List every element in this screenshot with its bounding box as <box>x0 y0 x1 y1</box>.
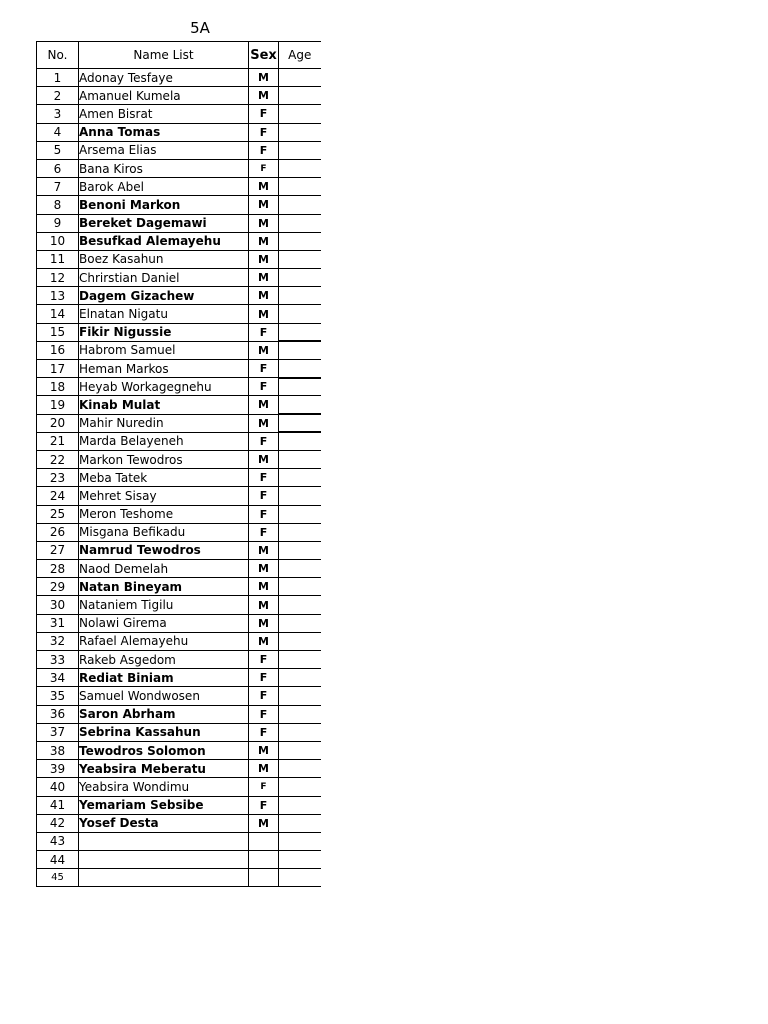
row-number-cell[interactable]: 22 <box>37 450 79 468</box>
table-row <box>37 832 321 850</box>
sex-cell[interactable]: M <box>249 614 279 632</box>
sex-cell[interactable]: F <box>249 159 279 177</box>
student-name-cell[interactable]: Dagem Gizachew <box>79 287 249 305</box>
table-row <box>37 614 321 632</box>
sex-cell[interactable]: F <box>249 523 279 541</box>
student-name-cell[interactable]: Tewodros Solomon <box>79 741 249 759</box>
age-cell[interactable] <box>279 760 321 778</box>
sex-cell[interactable]: F <box>249 487 279 505</box>
student-name-cell[interactable]: Yemariam Sebsibe <box>79 796 249 814</box>
age-cell[interactable] <box>279 414 321 432</box>
sex-cell[interactable]: F <box>249 705 279 723</box>
age-cell[interactable] <box>279 851 321 869</box>
student-name-cell[interactable]: Boez Kasahun <box>79 250 249 268</box>
age-cell[interactable] <box>279 632 321 650</box>
sex-cell[interactable]: F <box>249 723 279 741</box>
row-number-cell[interactable]: 28 <box>37 560 79 578</box>
sex-cell[interactable]: F <box>249 105 279 123</box>
age-cell[interactable] <box>279 196 321 214</box>
student-name-cell[interactable]: Amen Bisrat <box>79 105 249 123</box>
student-name-cell[interactable]: Saron Abrham <box>79 705 249 723</box>
student-name-cell[interactable]: Rafael Alemayehu <box>79 632 249 650</box>
row-number-cell[interactable]: 2 <box>37 87 79 105</box>
age-cell[interactable] <box>279 869 321 887</box>
age-cell[interactable] <box>279 651 321 669</box>
age-cell[interactable] <box>279 741 321 759</box>
sex-cell[interactable]: F <box>249 669 279 687</box>
row-number-cell[interactable]: 6 <box>37 159 79 177</box>
student-name-cell[interactable]: Yeabsira Meberatu <box>79 760 249 778</box>
table-row <box>37 69 321 87</box>
student-name-cell[interactable]: Kinab Mulat <box>79 396 249 414</box>
age-cell[interactable] <box>279 396 321 414</box>
sex-cell[interactable]: M <box>249 596 279 614</box>
sex-cell[interactable]: M <box>249 541 279 559</box>
header-no[interactable]: No. <box>37 42 79 69</box>
table-row <box>37 232 321 250</box>
table-row <box>37 869 321 887</box>
sex-cell[interactable]: M <box>249 269 279 287</box>
age-cell[interactable] <box>279 378 321 396</box>
student-name-cell[interactable]: Nolawi Girema <box>79 614 249 632</box>
age-cell[interactable] <box>279 287 321 305</box>
student-name-cell[interactable]: Sebrina Kassahun <box>79 723 249 741</box>
sex-cell[interactable]: M <box>249 178 279 196</box>
table-row <box>37 578 321 596</box>
age-cell[interactable] <box>279 178 321 196</box>
student-name-cell[interactable]: Namrud Tewodros <box>79 541 249 559</box>
age-cell[interactable] <box>279 669 321 687</box>
student-name-cell[interactable]: Arsema Elias <box>79 141 249 159</box>
student-name-cell[interactable]: Samuel Wondwosen <box>79 687 249 705</box>
row-number-cell[interactable]: 38 <box>37 741 79 759</box>
age-cell[interactable] <box>279 432 321 450</box>
sex-cell[interactable]: M <box>249 560 279 578</box>
sex-cell[interactable]: F <box>249 323 279 341</box>
table-row <box>37 141 321 159</box>
table-row <box>37 269 321 287</box>
student-name-cell[interactable]: Mahir Nuredin <box>79 414 249 432</box>
sex-cell[interactable] <box>249 851 279 869</box>
age-cell[interactable] <box>279 687 321 705</box>
student-name-cell[interactable]: Besufkad Alemayehu <box>79 232 249 250</box>
table-row <box>37 851 321 869</box>
row-number-cell[interactable]: 44 <box>37 851 79 869</box>
row-number-cell[interactable]: 17 <box>37 360 79 378</box>
row-number-cell[interactable]: 4 <box>37 123 79 141</box>
table-row <box>37 723 321 741</box>
age-cell[interactable] <box>279 578 321 596</box>
age-cell[interactable] <box>279 469 321 487</box>
sex-cell[interactable]: F <box>249 360 279 378</box>
sheet-title: 5A <box>190 19 210 37</box>
age-cell[interactable] <box>279 560 321 578</box>
table-row <box>37 651 321 669</box>
row-number-cell[interactable]: 12 <box>37 269 79 287</box>
table-row <box>37 705 321 723</box>
table-row <box>37 378 321 396</box>
sex-cell[interactable]: M <box>249 814 279 832</box>
row-number-cell[interactable]: 14 <box>37 305 79 323</box>
sex-cell[interactable]: M <box>249 287 279 305</box>
table-row <box>37 323 321 341</box>
table-row <box>37 450 321 468</box>
student-name-cell[interactable]: Natan Bineyam <box>79 578 249 596</box>
student-name-cell[interactable]: Rakeb Asgedom <box>79 651 249 669</box>
age-cell[interactable] <box>279 796 321 814</box>
student-name-cell[interactable]: Elnatan Nigatu <box>79 305 249 323</box>
row-number-cell[interactable]: 5 <box>37 141 79 159</box>
age-cell[interactable] <box>279 360 321 378</box>
table-row <box>37 523 321 541</box>
table-row <box>37 159 321 177</box>
table-row <box>37 178 321 196</box>
student-name-cell[interactable]: Habrom Samuel <box>79 341 249 359</box>
row-number-cell[interactable]: 10 <box>37 232 79 250</box>
row-number-cell[interactable]: 35 <box>37 687 79 705</box>
table-row <box>37 105 321 123</box>
row-number-cell[interactable]: 16 <box>37 341 79 359</box>
sex-cell[interactable]: M <box>249 578 279 596</box>
age-cell[interactable] <box>279 69 321 87</box>
age-cell[interactable] <box>279 723 321 741</box>
sex-cell[interactable]: F <box>249 505 279 523</box>
table-row <box>37 741 321 759</box>
row-number-cell[interactable]: 8 <box>37 196 79 214</box>
sex-cell[interactable]: M <box>249 741 279 759</box>
age-cell[interactable] <box>279 596 321 614</box>
sex-cell[interactable]: M <box>249 632 279 650</box>
sex-cell[interactable]: F <box>249 778 279 796</box>
row-number-cell[interactable]: 19 <box>37 396 79 414</box>
age-cell[interactable] <box>279 87 321 105</box>
student-name-cell[interactable]: Fikir Nigussie <box>79 323 249 341</box>
sex-cell[interactable]: F <box>249 687 279 705</box>
row-number-cell[interactable]: 13 <box>37 287 79 305</box>
student-name-cell[interactable]: Anna Tomas <box>79 123 249 141</box>
row-number-cell[interactable]: 21 <box>37 432 79 450</box>
table-row <box>37 669 321 687</box>
table-row <box>37 487 321 505</box>
age-cell[interactable] <box>279 123 321 141</box>
sex-cell[interactable]: M <box>249 414 279 432</box>
row-number-cell[interactable]: 39 <box>37 760 79 778</box>
row-number-cell[interactable]: 43 <box>37 832 79 850</box>
table-row <box>37 505 321 523</box>
row-number-cell[interactable]: 20 <box>37 414 79 432</box>
age-cell[interactable] <box>279 614 321 632</box>
sex-cell[interactable]: F <box>249 432 279 450</box>
age-cell[interactable] <box>279 505 321 523</box>
table-row <box>37 341 321 359</box>
header-age[interactable]: Age <box>279 42 321 69</box>
sex-cell[interactable]: F <box>249 123 279 141</box>
row-number-cell[interactable]: 30 <box>37 596 79 614</box>
student-name-cell[interactable]: Bereket Dagemawi <box>79 214 249 232</box>
student-name-cell[interactable]: Markon Tewodros <box>79 450 249 468</box>
sex-cell[interactable]: F <box>249 651 279 669</box>
student-name-cell[interactable]: Adonay Tesfaye <box>79 69 249 87</box>
sex-cell[interactable]: M <box>249 87 279 105</box>
sex-cell[interactable]: M <box>249 250 279 268</box>
sex-cell[interactable] <box>249 832 279 850</box>
student-name-cell[interactable]: Barok Abel <box>79 178 249 196</box>
sex-cell[interactable]: M <box>249 450 279 468</box>
row-number-cell[interactable]: 42 <box>37 814 79 832</box>
student-name-cell[interactable]: Bana Kiros <box>79 159 249 177</box>
row-number-cell[interactable]: 29 <box>37 578 79 596</box>
row-number-cell[interactable]: 15 <box>37 323 79 341</box>
sex-cell[interactable]: M <box>249 232 279 250</box>
row-number-cell[interactable]: 25 <box>37 505 79 523</box>
student-name-cell[interactable]: Benoni Markon <box>79 196 249 214</box>
row-number-cell[interactable]: 32 <box>37 632 79 650</box>
table-row <box>37 196 321 214</box>
age-cell[interactable] <box>279 487 321 505</box>
age-cell[interactable] <box>279 450 321 468</box>
table-row <box>37 469 321 487</box>
row-number-cell[interactable]: 40 <box>37 778 79 796</box>
age-cell[interactable] <box>279 105 321 123</box>
sex-cell[interactable]: M <box>249 305 279 323</box>
sex-cell[interactable]: F <box>249 796 279 814</box>
row-number-cell[interactable]: 45 <box>37 869 79 887</box>
age-cell[interactable] <box>279 141 321 159</box>
sex-cell[interactable]: M <box>249 760 279 778</box>
row-number-cell[interactable]: 23 <box>37 469 79 487</box>
table-row <box>37 214 321 232</box>
age-cell[interactable] <box>279 814 321 832</box>
table-row <box>37 596 321 614</box>
row-number-cell[interactable]: 34 <box>37 669 79 687</box>
row-number-cell[interactable]: 1 <box>37 69 79 87</box>
student-name-cell[interactable]: Nataniem Tigilu <box>79 596 249 614</box>
student-name-cell[interactable]: Heyab Workagegnehu <box>79 378 249 396</box>
row-number-cell[interactable]: 18 <box>37 378 79 396</box>
sex-cell[interactable]: M <box>249 341 279 359</box>
age-cell[interactable] <box>279 705 321 723</box>
age-cell[interactable] <box>279 214 321 232</box>
row-number-cell[interactable]: 24 <box>37 487 79 505</box>
row-number-cell[interactable]: 9 <box>37 214 79 232</box>
age-cell[interactable] <box>279 269 321 287</box>
student-name-cell[interactable]: Meron Teshome <box>79 505 249 523</box>
sex-cell[interactable]: F <box>249 469 279 487</box>
table-row <box>37 541 321 559</box>
age-cell[interactable] <box>279 541 321 559</box>
age-cell[interactable] <box>279 232 321 250</box>
student-name-cell[interactable]: Misgana Befikadu <box>79 523 249 541</box>
sex-cell[interactable]: M <box>249 196 279 214</box>
table-row <box>37 560 321 578</box>
sex-cell[interactable]: F <box>249 141 279 159</box>
student-name-cell[interactable]: Marda Belayeneh <box>79 432 249 450</box>
table-row <box>37 250 321 268</box>
student-name-cell[interactable] <box>79 832 249 850</box>
student-name-cell[interactable]: Yosef Desta <box>79 814 249 832</box>
row-number-cell[interactable]: 36 <box>37 705 79 723</box>
student-name-cell[interactable]: Heman Markos <box>79 360 249 378</box>
student-name-cell[interactable]: Meba Tatek <box>79 469 249 487</box>
header-sex[interactable]: Sex <box>249 42 279 69</box>
header-row <box>37 42 321 69</box>
header-name-list[interactable]: Name List <box>79 42 249 69</box>
table-row <box>37 432 321 450</box>
sex-cell[interactable]: M <box>249 396 279 414</box>
table-row <box>37 87 321 105</box>
table-row <box>37 632 321 650</box>
age-cell[interactable] <box>279 159 321 177</box>
row-number-cell[interactable]: 11 <box>37 250 79 268</box>
age-cell[interactable] <box>279 250 321 268</box>
row-number-cell[interactable]: 26 <box>37 523 79 541</box>
age-cell[interactable] <box>279 323 321 341</box>
table-row <box>37 396 321 414</box>
sex-cell[interactable] <box>249 869 279 887</box>
table-row <box>37 778 321 796</box>
row-number-cell[interactable]: 27 <box>37 541 79 559</box>
row-number-cell[interactable]: 7 <box>37 178 79 196</box>
table-row <box>37 305 321 323</box>
table-row <box>37 287 321 305</box>
row-number-cell[interactable]: 41 <box>37 796 79 814</box>
table-row <box>37 123 321 141</box>
table-row <box>37 796 321 814</box>
table-row <box>37 687 321 705</box>
sex-cell[interactable]: M <box>249 214 279 232</box>
student-name-cell[interactable]: Amanuel Kumela <box>79 87 249 105</box>
age-cell[interactable] <box>279 832 321 850</box>
age-cell[interactable] <box>279 341 321 359</box>
table-row <box>37 414 321 432</box>
row-number-cell[interactable]: 31 <box>37 614 79 632</box>
row-number-cell[interactable]: 37 <box>37 723 79 741</box>
table-row <box>37 814 321 832</box>
student-name-cell[interactable] <box>79 869 249 887</box>
table-row <box>37 760 321 778</box>
sex-cell[interactable]: F <box>249 378 279 396</box>
student-name-cell[interactable]: Mehret Sisay <box>79 487 249 505</box>
class-roster-table <box>36 41 321 887</box>
age-cell[interactable] <box>279 305 321 323</box>
row-number-cell[interactable]: 33 <box>37 651 79 669</box>
student-name-cell[interactable]: Rediat Biniam <box>79 669 249 687</box>
row-number-cell[interactable]: 3 <box>37 105 79 123</box>
sex-cell[interactable]: M <box>249 69 279 87</box>
age-cell[interactable] <box>279 523 321 541</box>
student-name-cell[interactable] <box>79 851 249 869</box>
student-name-cell[interactable]: Naod Demelah <box>79 560 249 578</box>
student-name-cell[interactable]: Chrirstian Daniel <box>79 269 249 287</box>
student-name-cell[interactable]: Yeabsira Wondimu <box>79 778 249 796</box>
age-cell[interactable] <box>279 778 321 796</box>
table-row <box>37 360 321 378</box>
